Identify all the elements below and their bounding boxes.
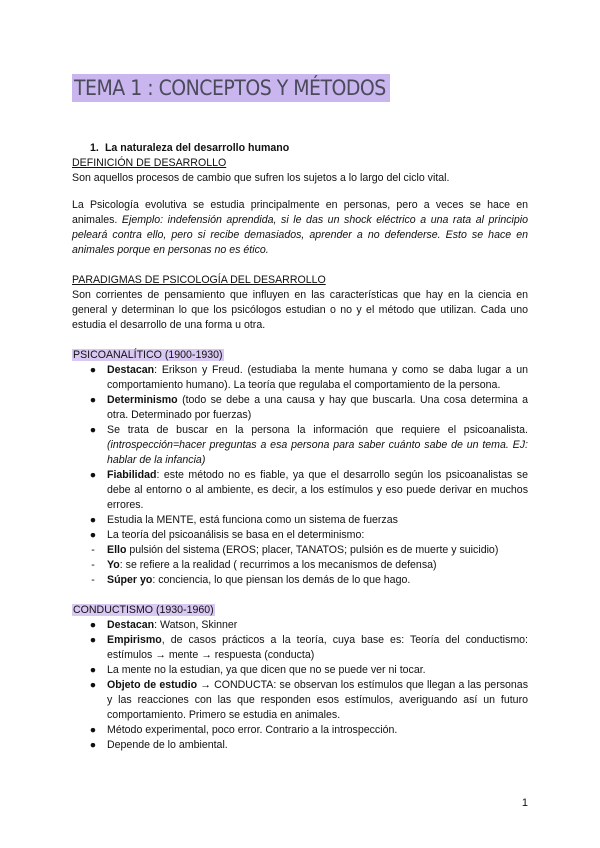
psicoanalitico-list	[72, 363, 528, 588]
paradigmas-heading: PARADIGMAS DE PSICOLOGÍA DEL DESARROLLO	[72, 274, 326, 286]
dash-icon: -	[91, 559, 95, 571]
bullet-icon: ●	[89, 739, 97, 751]
bullet-icon: ●	[89, 634, 97, 646]
psicoanalitico-heading: PSICOANALÍTICO (1900-1930)	[73, 349, 223, 361]
list-item: ● Estudia la MENTE, está funciona como un sistema de fuerzas	[72, 513, 528, 528]
dash-item: - Ello pulsión del sistema (EROS; placer, TANATOS; pulsión es de muerte y suicidio)	[72, 543, 528, 558]
list-item: ● Destacan: Erikson y Freud. (estudiaba la mente humana y como se daba lugar a un comportamiento humano). La teoría que regulaba el comportamiento de la persona.	[72, 363, 528, 393]
bullet-icon: ●	[89, 619, 97, 631]
bullet-icon: ●	[89, 514, 97, 526]
bullet-icon: ●	[89, 679, 97, 691]
psicologia-example: Ejemplo: indefensión aprendida, si le das un shock eléctrico a una rata al principio peleará contra ello, pero si recibe demasiados, aprender a no defenderse. Esto se hace en animales porque en personas no es ético.	[72, 214, 528, 256]
definicion-text: Son aquellos procesos de cambio que sufren los sujetos a lo largo del ciclo vital.	[72, 172, 450, 184]
bullet-icon: ●	[89, 469, 97, 481]
list-item: ● Empirismo, de casos prácticos a la teoría, cuya base es: Teoría del conductismo: estímulos → mente → respuesta (conducta)	[72, 633, 528, 663]
section-number: 1.	[90, 142, 99, 154]
page-number: 1	[521, 797, 528, 809]
list-item: ● Método experimental, poco error. Contrario a la introspección.	[72, 723, 528, 738]
bullet-icon: ●	[89, 424, 97, 436]
bullet-icon: ●	[89, 364, 97, 376]
list-item: ● Fiabilidad: este método no es fiable, ya que el desarrollo según los psicoanalistas se debe al entorno o al ambiente, es decir, a los estímulos y eso puede derivar en muchos errores.	[72, 468, 528, 513]
list-item: ● Determinismo (todo se debe a una causa y hay que buscarla. Una cosa determina a otra. Determinado por fuerzas)	[72, 393, 528, 423]
section-heading	[72, 141, 528, 156]
paradigmas-text: Son corrientes de pensamiento que influyen en las características que hay en la ciencia en general y determinan lo que los psicólogos estudian o no y el método que utilizan. Cada uno estudia el desarrollo de una forma u otra.	[72, 289, 528, 331]
list-item: ● Objeto de estudio → CONDUCTA: se observan los estímulos que llegan a las personas y las reacciones con las que responden esos estímulos, averiguando así un futuro comportamiento. Primero se estudia en animales.	[72, 678, 528, 723]
conductismo-heading: CONDUCTISMO (1930-1960)	[73, 604, 214, 616]
dash-icon: -	[91, 574, 95, 586]
bullet-icon: ●	[89, 529, 97, 541]
psicoanalitico-heading-line	[72, 348, 528, 363]
conductismo-heading-line	[72, 603, 528, 618]
dash-item: - Súper yo: conciencia, lo que piensan los demás de lo que hago.	[72, 573, 528, 588]
bullet-icon: ●	[89, 724, 97, 736]
bullet-icon: ●	[89, 394, 97, 406]
list-item: ● Se trata de buscar en la persona la información que requiere el psicoanalista. (introspección=hacer preguntas a esa persona para saber cuánto sabe de un tema. EJ: hablar de la infancia)	[72, 423, 528, 468]
definicion-heading: DEFINICIÓN DE DESARROLLO	[72, 157, 227, 169]
bullet-icon: ●	[89, 664, 97, 676]
psicologia-paragraph	[72, 198, 528, 258]
list-item: ● La teoría del psicoanálisis se basa en el determinismo:	[72, 528, 528, 543]
dash-icon: -	[91, 544, 95, 556]
conductismo-list	[72, 618, 528, 753]
page-title: TEMA 1 : CONCEPTOS Y MÉTODOS	[72, 74, 390, 102]
section-heading-text: La naturaleza del desarrollo humano	[104, 142, 290, 154]
dash-item: - Yo: se refiere a la realidad ( recurrimos a los mecanismos de defensa)	[72, 558, 528, 573]
list-item: ● Depende de lo ambiental.	[72, 738, 528, 753]
list-item: ● Destacan: Watson, Skinner	[72, 618, 528, 633]
list-item: ● La mente no la estudian, ya que dicen que no se puede ver ni tocar.	[72, 663, 528, 678]
document-body	[72, 141, 528, 753]
psicologia-text: La Psicología evolutiva se estudia principalmente en personas, pero a veces se hace en animales.	[72, 199, 528, 226]
